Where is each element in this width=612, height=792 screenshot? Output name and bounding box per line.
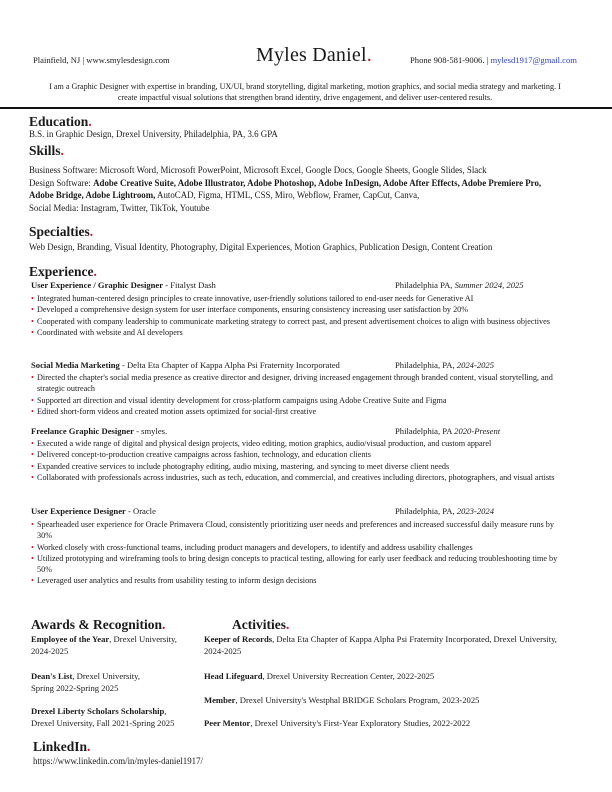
specialties-heading: Specialties. xyxy=(29,224,94,239)
job-bullets xyxy=(31,372,561,417)
job-location: Philadelphia, PA, 2024-2025 xyxy=(395,360,495,370)
contact-phone-email xyxy=(410,55,577,65)
activity-item: Keeper of Records, Delta Eta Chapter of Kappa Alpha Psi Fraternity Incorporated, Drexel University, 2024-2025 xyxy=(204,634,557,656)
email-link[interactable]: mylesd1917@gmail.com xyxy=(490,55,577,65)
resume-name: Myles Daniel. xyxy=(256,44,372,66)
list-item: • Worked closely with cross-functional teams, including product managers and developers, to identify and address usability challenges xyxy=(31,542,473,552)
list-item: • Executed a wide range of digital and physical design projects, video editing, motion graphics, audio/visual production, and custom apparel xyxy=(31,439,492,448)
linkedin-url[interactable]: https://www.linkedin.com/in/myles-daniel1917/ xyxy=(33,756,204,766)
job-title: User Experience Designer - Oracle xyxy=(31,506,156,516)
experience-heading: Experience. xyxy=(29,264,97,279)
list-item: • Coordinated with website and AI developers xyxy=(31,327,183,337)
phone-text: Phone 908-581-9006. | xyxy=(410,55,491,65)
activity-item: Member, Drexel University's Westphal BRIDGE Scholars Program, 2023-2025 xyxy=(204,695,480,705)
activity-item: Peer Mentor, Drexel University's First-Year Exploratory Studies, 2022-2022 xyxy=(204,718,471,728)
intro-summary: I am a Graphic Designer with expertise in branding, UX/UI, brand storytelling, digital marketing, motion graphics, and social media strategy and marketing. I create impactful visual solutions that strengthen brand identity, drive engagement, and deliver user-centered results. xyxy=(49,82,561,102)
job-bullets xyxy=(31,438,561,483)
list-item: • Edited short-form videos and created motion assets optimized for social-first creative xyxy=(31,406,317,416)
skills-social: Social Media: Instagram, Twitter, TikTok, Youtube xyxy=(29,202,210,213)
list-item: • Leveraged user analytics and results from usability testing to inform design decisions xyxy=(31,576,317,586)
job-title: Social Media Marketing - Delta Eta Chapter of Kappa Alpha Psi Fraternity Incorporated xyxy=(31,360,340,370)
header-divider xyxy=(0,107,612,109)
list-item: • Cooperated with company leadership to communicate marketing strategy to correct past, and present advertisement choices to align with business objectives xyxy=(31,316,550,326)
list-item: • Delivered concept-to-production creative campaigns across fashion, technology, and education clients xyxy=(31,450,371,460)
award-item: Dean's List, Drexel University, Spring 2022-Spring 2025 xyxy=(31,671,141,693)
linkedin-heading: LinkedIn. xyxy=(33,739,91,754)
job-bullets xyxy=(31,519,561,587)
skills-business: Business Software: Microsoft Word, Microsoft PowerPoint, Microsoft Excel, Google Docs, Google Sheets, Google Slides, Slack xyxy=(29,165,487,175)
skills-design: Design Software: Adobe Creative Suite, Adobe Illustrator, Adobe Photoshop, Adobe InDesign, Adobe After Effects, Adobe Premiere Pro, Adobe Bridge, Adobe Lightroom, AutoCAD, Figma, HTML, CSS, Miro, Webflow, Framer, CapCut, Canva, xyxy=(29,177,542,201)
job-location: Philadelphia, PA, 2023-2024 xyxy=(395,506,495,516)
list-item: • Integrated human-centered design principles to create innovative, user-friendly solutions tailored to end-user needs for Generative AI xyxy=(31,294,474,303)
job-title: User Experience / Graphic Designer - Fitalyst Dash xyxy=(31,280,216,290)
list-item: • Collaborated with professionals across industries, such as tech, education, and commercial, and creatives including directors, photographers, and visual artists xyxy=(31,472,555,482)
list-item: • Spearheaded user experience for Oracle Primavera Cloud, consistently prioritizing user needs and preferences and increased successful daily measure runs by 30% xyxy=(31,520,554,541)
education-heading: Education. xyxy=(29,114,92,129)
list-item: • Supported art direction and visual identity development for cross-platform campaigns using Adobe Creative Suite and Figma xyxy=(31,395,447,405)
skills-block xyxy=(29,164,549,214)
job-location: Philadelphia PA, Summer 2024, 2025 xyxy=(395,280,524,290)
list-item: • Directed the chapter's social media presence as creative director and designer, driving increased engagement through branded content, visual storytelling, and strategic outreach xyxy=(31,373,553,394)
contact-location-website: Plainfield, NJ | www.smylesdesign.com xyxy=(33,55,170,65)
list-item: • Developed a comprehensive design system for user interface components, ensuring consistency increasing user satisfaction by 20% xyxy=(31,305,469,315)
award-item: Drexel Liberty Scholars Scholarship, Drexel University, Fall 2021-Spring 2025 xyxy=(31,706,175,728)
list-item: • Utilized prototyping and wireframing tools to bring design concepts to practical testing, allowing for early user feedback and reducing troubleshooting time by 50% xyxy=(31,553,558,575)
activities-heading: Activities. xyxy=(232,617,290,632)
job-bullets xyxy=(31,293,561,338)
job-title: Freelance Graphic Designer - smyles. xyxy=(31,426,168,436)
skills-heading: Skills. xyxy=(29,143,64,158)
list-item: • Expanded creative services to include photography editing, audio mixing, mastering, and syncing to meet diverse client needs xyxy=(31,461,450,471)
education-text: B.S. in Graphic Design, Drexel University, Philadelphia, PA, 3.6 GPA xyxy=(29,129,278,139)
name-dot: . xyxy=(366,44,372,66)
award-item: Employee of the Year, Drexel University, 2024-2025 xyxy=(31,634,177,656)
awards-heading: Awards & Recognition. xyxy=(31,617,166,632)
specialties-text: Web Design, Branding, Visual Identity, Photography, Digital Experiences, Motion Graphics, Publication Design, Content Creation xyxy=(29,242,493,252)
job-location: Philadelphia, PA 2020-Present xyxy=(395,426,501,436)
activity-item: Head Lifeguard, Drexel University Recreation Center, 2022-2025 xyxy=(204,671,435,681)
